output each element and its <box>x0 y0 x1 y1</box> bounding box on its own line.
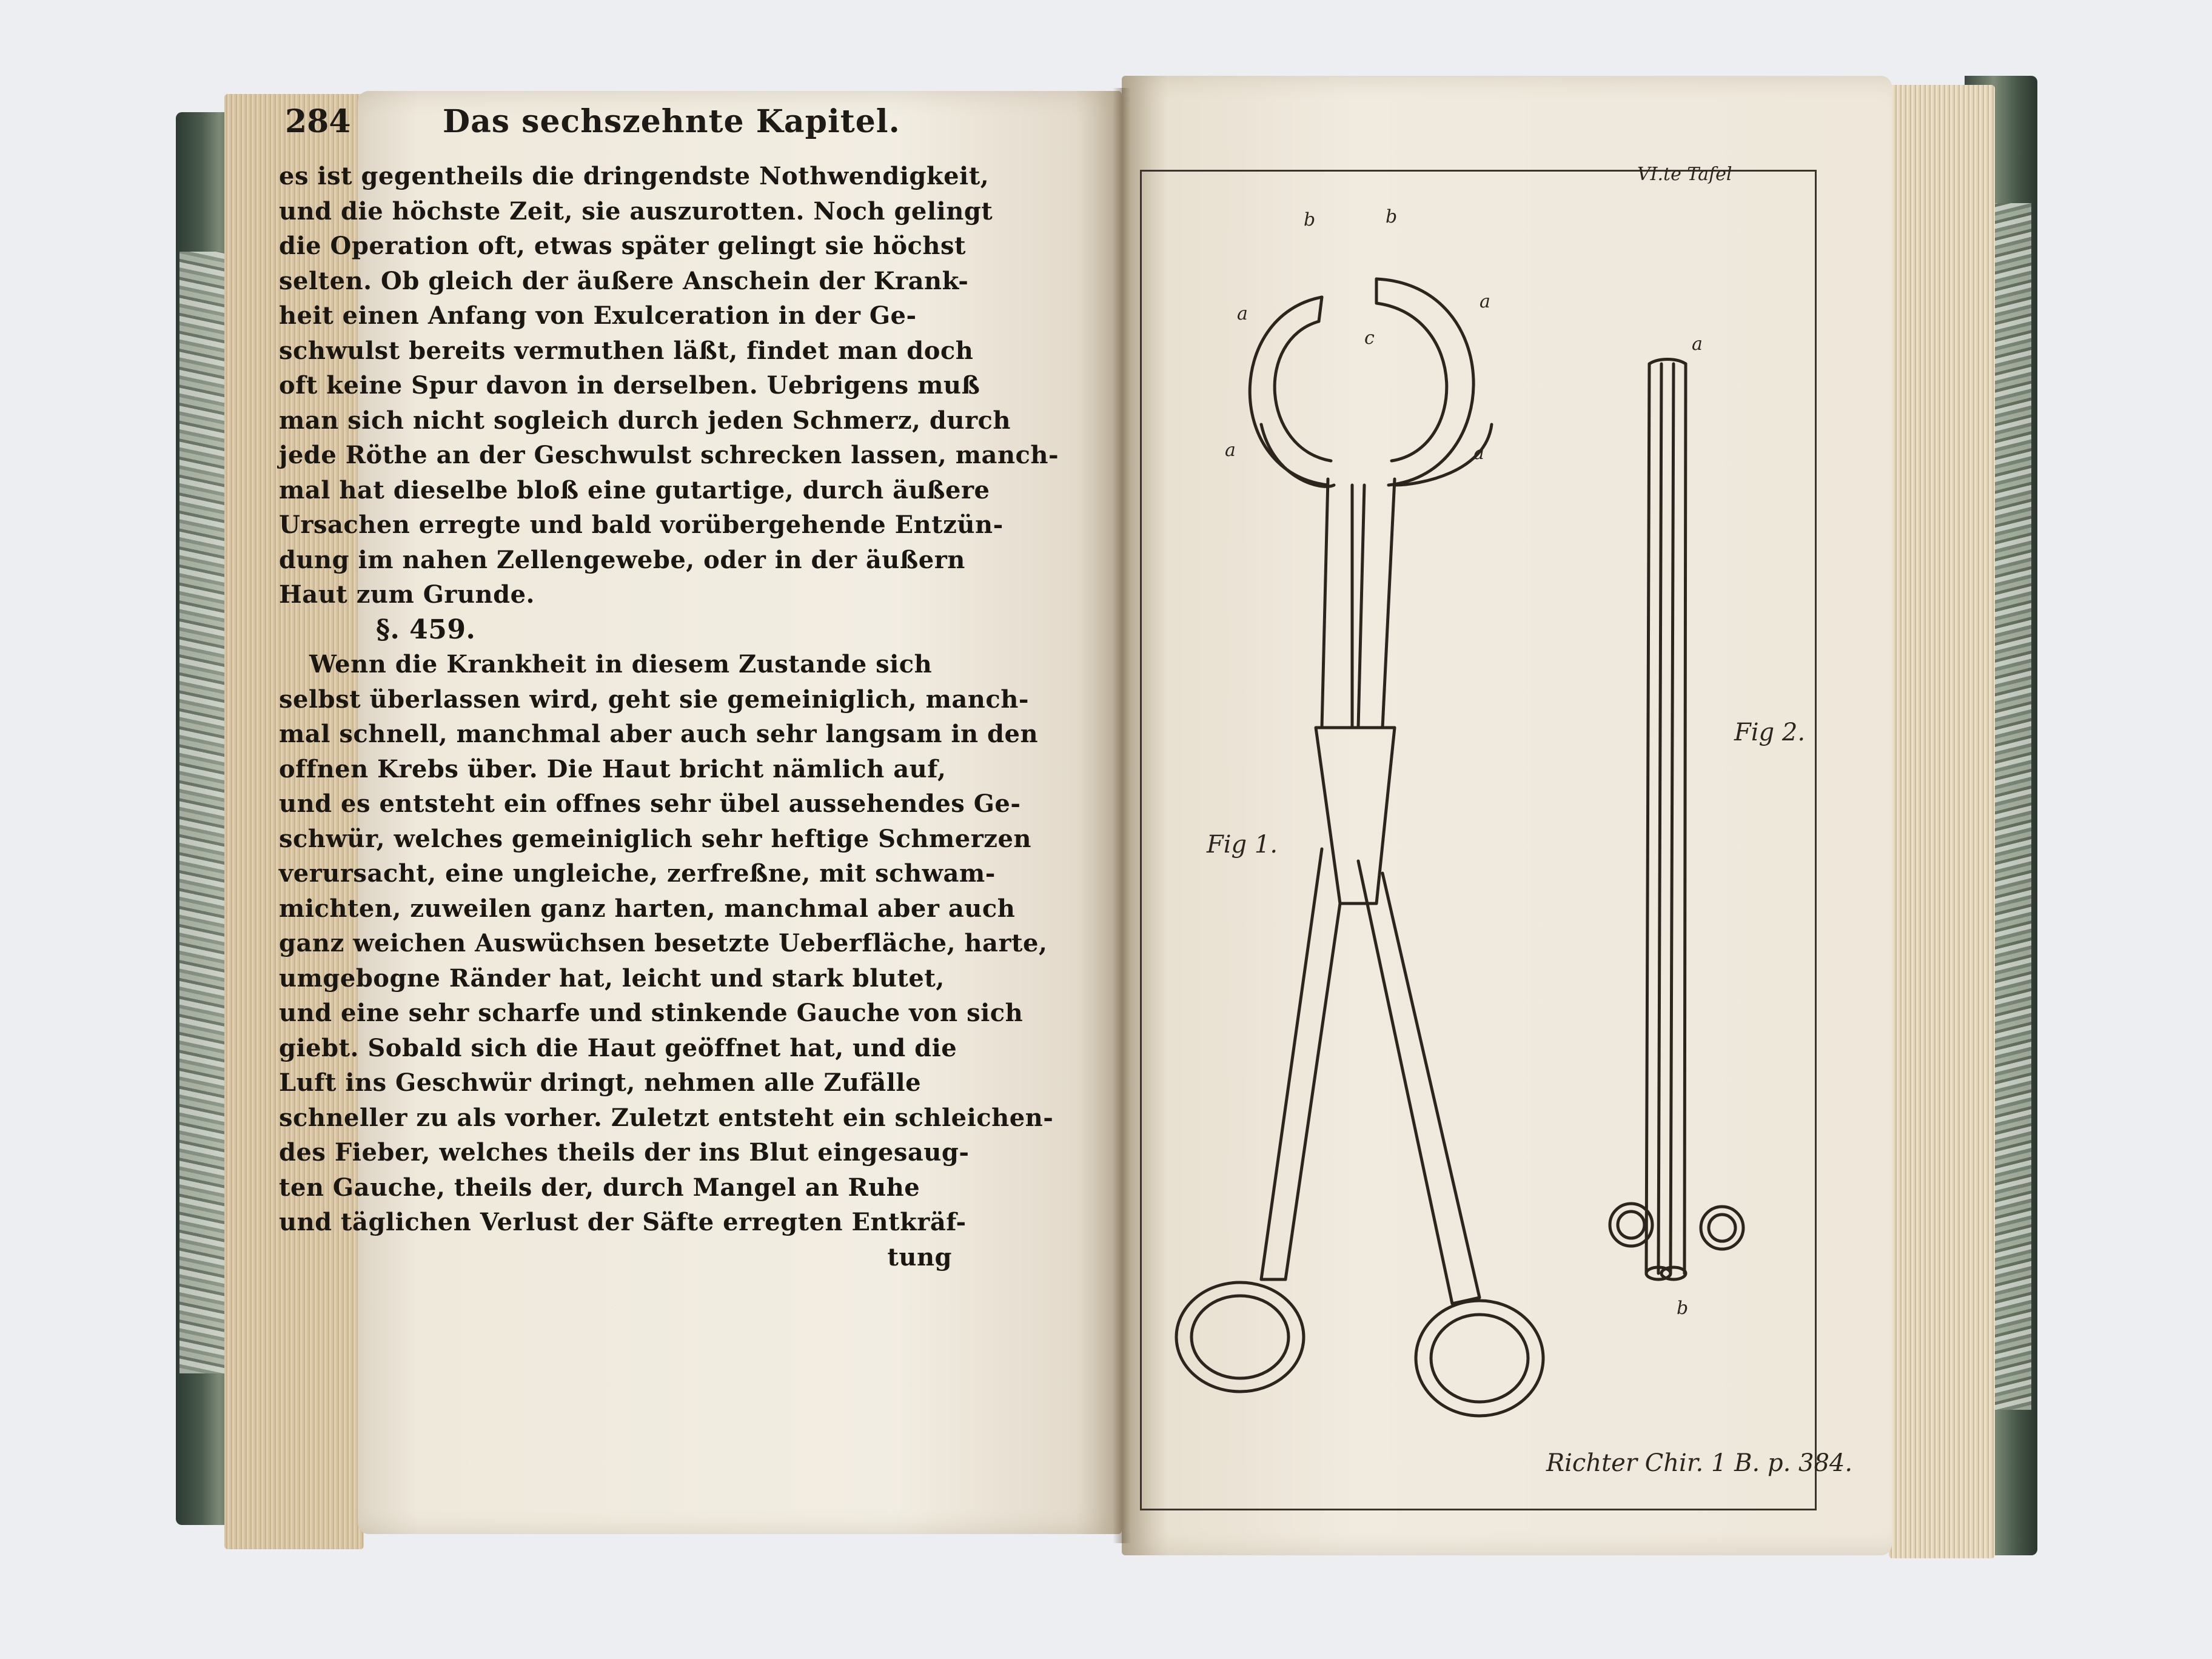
forceps-arm <box>1261 849 1340 1279</box>
text-line: und die höchste Zeit, sie auszurotten. Noch gelingt <box>279 196 993 226</box>
text-line: giebt. Sobald sich die Haut geöffnet hat, und die <box>279 1033 957 1062</box>
letter-label: a <box>1692 333 1703 355</box>
text-line: dung im nahen Zellengewebe, oder in der äußern <box>279 545 965 574</box>
text-line: selbst überlassen wird, geht sie gemeiniglich, manch- <box>279 685 1029 714</box>
fig1-label: Fig 1. <box>1207 831 1278 859</box>
fig2-label: Fig 2. <box>1734 719 1806 746</box>
letter-label: a <box>1237 303 1248 324</box>
text-line: michten, zuweilen ganz harten, manchmal aber auch <box>279 894 1016 923</box>
forceps-shank <box>1322 479 1352 728</box>
text-line: Wenn die Krankheit in diesem Zustande sich <box>309 650 933 679</box>
text-line: und eine sehr scharfe und stinkende Gauche von sich <box>279 999 1024 1027</box>
running-title: Das sechszehnte Kapitel. <box>443 103 900 140</box>
text-line: offnen Krebs über. Die Haut bricht nämlich auf, <box>279 754 947 783</box>
letter-label: b <box>1386 206 1398 227</box>
text-line: umgebogne Ränder hat, leicht und stark blutet, <box>279 964 945 993</box>
text-line: Ursachen erregte und bald vorübergehende Entzün- <box>279 511 1004 539</box>
plate-caption: Richter Chir. 1 B. p. 384. <box>1546 1449 1853 1477</box>
letter-label: b <box>1304 209 1316 230</box>
forceps-ring-right <box>1376 279 1473 485</box>
text-line: mal hat dieselbe bloß eine gutartige, durch äußere <box>279 475 990 504</box>
text-line: selten. Ob gleich der äußere Anschein der Krank- <box>279 266 969 295</box>
text-line: schneller zu als vorher. Zuletzt entsteht ein schleichen- <box>279 1103 1054 1132</box>
text-line: schwür, welches gemeiniglich sehr heftige Schmerzen <box>279 824 1032 853</box>
letter-label: a <box>1480 291 1490 312</box>
finger-ring-right <box>1416 1301 1543 1416</box>
text-line: es ist gegentheils die dringendste Nothwendigkeit, <box>279 162 990 190</box>
text-line: heit einen Anfang von Exulceration in der Ge- <box>279 301 917 330</box>
text-line: des Fieber, welches theils der ins Blut eingesaug- <box>279 1138 970 1167</box>
text-line: schwulst bereits vermuthen läßt, findet man doch <box>279 336 974 365</box>
text-line: man sich nicht sogleich durch jeden Schmerz, durch <box>279 406 1011 435</box>
text-line: mal schnell, manchmal aber auch sehr langsam in den <box>279 720 1039 748</box>
page-number: 284 <box>285 103 351 140</box>
catchword: tung <box>887 1242 952 1272</box>
text-line: jede Röthe an der Geschwulst schrecken lassen, manch- <box>279 441 1059 469</box>
text-line: und es entsteht ein offnes sehr übel aussehendes Ge- <box>279 789 1021 818</box>
text-line: und täglichen Verlust der Säfte erregten Entkräf- <box>279 1208 967 1236</box>
letter-label: a <box>1473 443 1484 464</box>
text-line: die Operation oft, etwas später gelingt sie höchst <box>279 232 966 260</box>
cannula-tube <box>1646 364 1686 1273</box>
text-line: ten Gauche, theils der, durch Mangel an Ruhe <box>279 1173 920 1202</box>
finger-ring-left <box>1176 1282 1304 1392</box>
letter-label: c <box>1364 327 1375 349</box>
text-line: Haut zum Grunde. <box>279 580 535 609</box>
section-heading: §. 459. <box>376 614 476 645</box>
text-line: oft keine Spur davon in derselben. Uebrigens muß <box>279 371 980 400</box>
letter-label: b <box>1677 1298 1689 1319</box>
text-line: Luft ins Geschwür dringt, nehmen alle Zufälle <box>279 1068 922 1097</box>
plate-title: VI.te Tafel <box>1637 164 1732 185</box>
text-line: verursacht, eine ungleiche, zerfreßne, mit schwam- <box>279 859 996 888</box>
letter-label: a <box>1225 440 1236 461</box>
text-line: ganz weichen Auswüchsen besetzte Ueberfläche, harte, <box>279 929 1048 957</box>
